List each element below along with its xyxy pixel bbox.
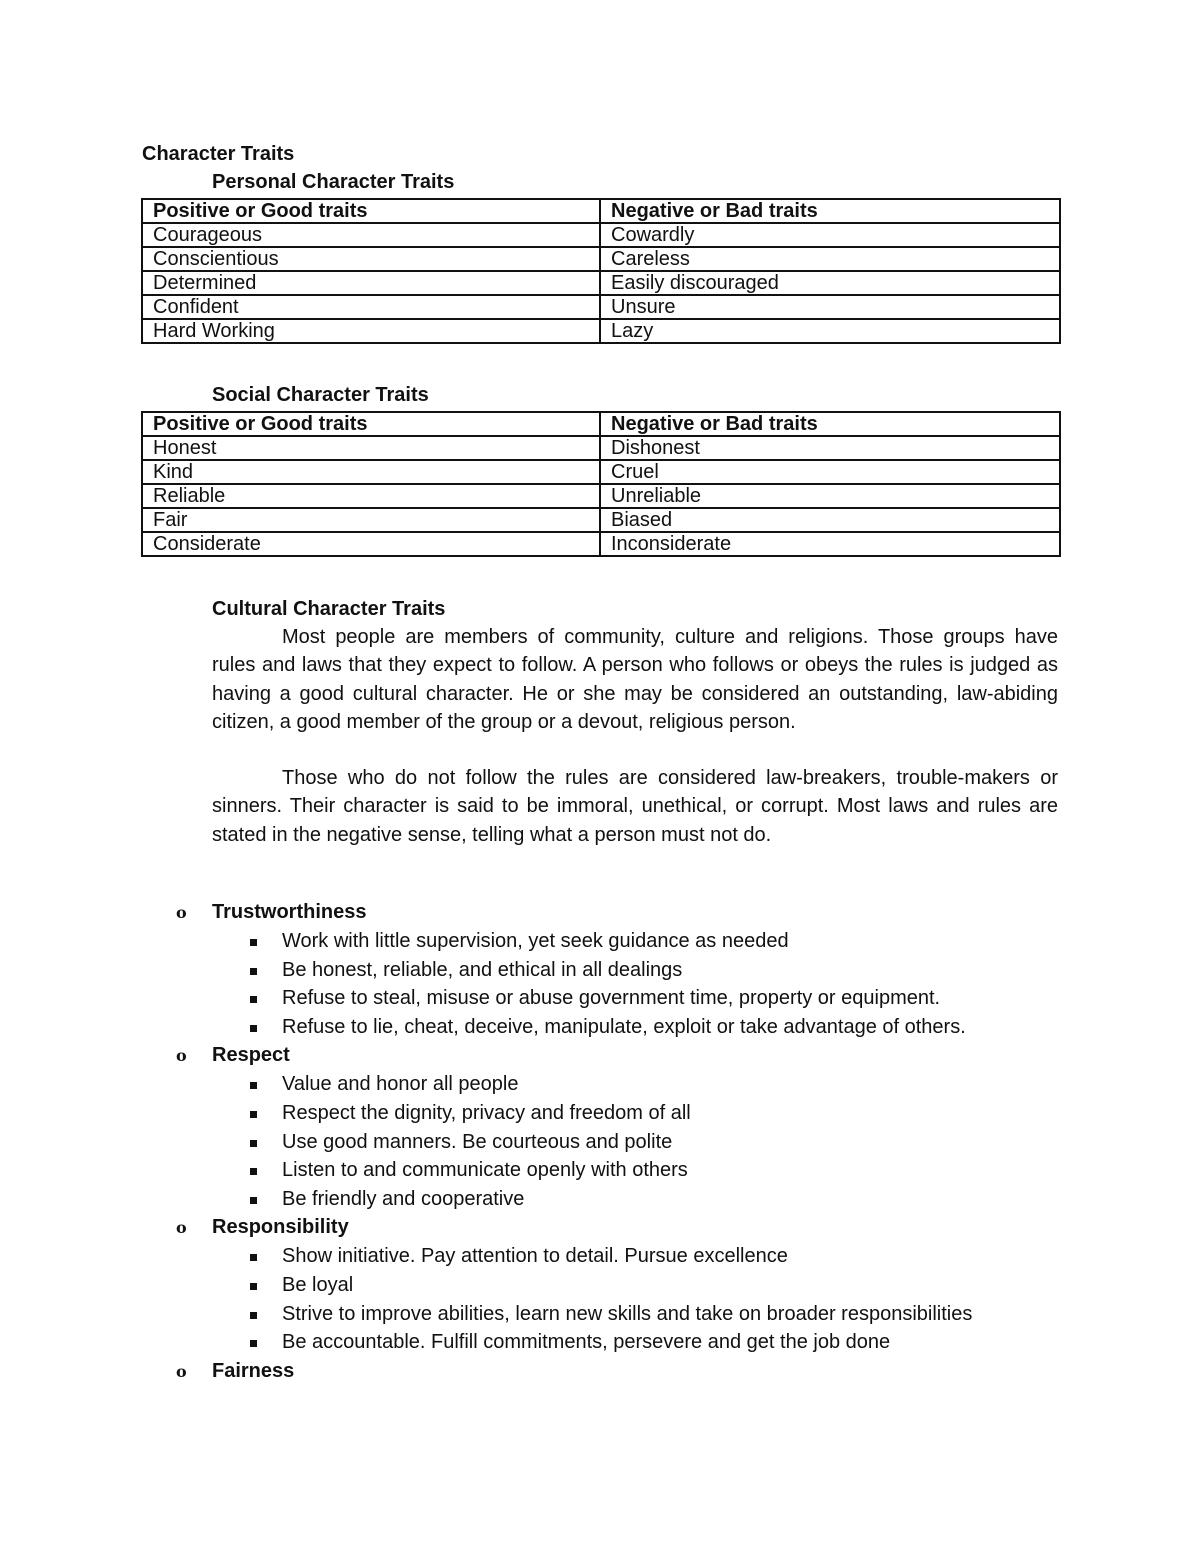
list-item-text: Respect the dignity, privacy and freedom of all (282, 1101, 691, 1124)
cultural-paragraph-2: Those who do not follow the rules are considered law-breakers, trouble-makers or sinners. Their character is said to be immoral, unethical, or corrupt. Most laws and rules are stated in the negative sense, telling what a person must not do. (212, 767, 1058, 846)
square-bullet-icon (250, 1197, 257, 1204)
cultural-paragraph-1: Most people are members of community, culture and religions. Those groups have rules and laws that they expect to follow. A person who follows or obeys the rules is judged as having a good cultural character. He or she may be considered an outstanding, law-abiding citizen, a good member of the group or a devout, religious person. (212, 626, 1058, 733)
table-header-row (142, 412, 1060, 436)
values-list (142, 898, 1102, 1386)
positive-trait-cell: Conscientious (142, 247, 600, 271)
negative-traits-header: Negative or Bad traits (600, 412, 1060, 436)
table-row (142, 223, 1060, 247)
circle-bullet-icon: o (176, 1046, 187, 1066)
value-name: Respect (212, 1044, 290, 1067)
list-item-text: Use good manners. Be courteous and polite (282, 1130, 673, 1153)
list-item-text: Be honest, reliable, and ethical in all dealings (282, 958, 683, 981)
table-row (142, 532, 1060, 556)
negative-trait-cell: Dishonest (600, 436, 1060, 460)
value-group-respect (142, 1041, 1102, 1213)
list-item (142, 1128, 1102, 1157)
value-name: Responsibility (212, 1216, 349, 1239)
positive-trait-cell: Reliable (142, 484, 600, 508)
list-item-text: Strive to improve abilities, learn new skills and take on broader responsibilities (282, 1302, 973, 1325)
positive-trait-cell: Considerate (142, 532, 600, 556)
list-item (142, 1271, 1102, 1300)
negative-trait-cell: Cruel (600, 460, 1060, 484)
list-item (142, 1185, 1102, 1214)
value-heading (142, 1041, 1102, 1070)
list-item (142, 1156, 1102, 1185)
positive-traits-header: Positive or Good traits (142, 199, 600, 223)
list-item (142, 1300, 1102, 1329)
list-item-text: Refuse to lie, cheat, deceive, manipulate, exploit or take advantage of others. (282, 1015, 966, 1038)
square-bullet-icon (250, 1254, 257, 1261)
positive-trait-cell: Fair (142, 508, 600, 532)
negative-trait-cell: Biased (600, 508, 1060, 532)
negative-trait-cell: Careless (600, 247, 1060, 271)
table-row (142, 484, 1060, 508)
circle-bullet-icon: o (176, 903, 187, 922)
square-bullet-icon (250, 1140, 257, 1147)
negative-trait-cell: Unsure (600, 295, 1060, 319)
list-item (142, 927, 1102, 956)
square-bullet-icon (250, 939, 257, 946)
table-row (142, 436, 1060, 460)
positive-trait-cell: Hard Working (142, 319, 600, 343)
value-heading (142, 1213, 1102, 1242)
square-bullet-icon (250, 1025, 257, 1032)
document-title: Character Traits (142, 143, 295, 165)
list-item-text: Be friendly and cooperative (282, 1187, 525, 1210)
negative-trait-cell: Lazy (600, 319, 1060, 343)
list-item (142, 984, 1102, 1013)
positive-trait-cell: Confident (142, 295, 600, 319)
positive-trait-cell: Determined (142, 271, 600, 295)
value-group-responsibility (142, 1213, 1102, 1356)
square-bullet-icon (250, 1168, 257, 1175)
table-row (142, 319, 1060, 343)
square-bullet-icon (250, 1082, 257, 1089)
list-item (142, 1242, 1102, 1271)
social-traits-heading: Social Character Traits (212, 384, 429, 406)
negative-traits-header: Negative or Bad traits (600, 199, 1060, 223)
list-item-text: Refuse to steal, misuse or abuse government time, property or equipment. (282, 987, 941, 1010)
table-row (142, 295, 1060, 319)
value-group-trustworthiness (142, 898, 1102, 1041)
social-traits-table (141, 411, 1061, 557)
circle-bullet-icon: o (176, 1218, 187, 1238)
positive-traits-header: Positive or Good traits (142, 412, 600, 436)
positive-trait-cell: Honest (142, 436, 600, 460)
negative-trait-cell: Cowardly (600, 223, 1060, 247)
value-name: Fairness (212, 1359, 295, 1382)
negative-trait-cell: Easily discouraged (600, 271, 1060, 295)
list-item-text: Work with little supervision, yet seek guidance as needed (282, 930, 789, 952)
value-heading (142, 1357, 1102, 1386)
value-name: Trustworthiness (212, 901, 367, 923)
square-bullet-icon (250, 968, 257, 975)
value-items (142, 927, 1102, 1041)
square-bullet-icon (250, 1312, 257, 1319)
square-bullet-icon (250, 1340, 257, 1347)
value-items (142, 1242, 1102, 1356)
value-heading (142, 898, 1102, 927)
list-item (142, 1099, 1102, 1128)
positive-trait-cell: Courageous (142, 223, 600, 247)
negative-trait-cell: Inconsiderate (600, 532, 1060, 556)
value-group-fairness (142, 1357, 1102, 1386)
table-row (142, 247, 1060, 271)
square-bullet-icon (250, 1283, 257, 1290)
table-header-row (142, 199, 1060, 223)
square-bullet-icon (250, 1111, 257, 1118)
list-item-text: Value and honor all people (282, 1073, 519, 1096)
value-items (142, 1070, 1102, 1213)
list-item (142, 956, 1102, 985)
circle-bullet-icon: o (176, 1361, 187, 1381)
list-item-text: Be loyal (282, 1273, 354, 1296)
list-item (142, 1013, 1102, 1042)
table-row (142, 508, 1060, 532)
personal-traits-heading: Personal Character Traits (212, 171, 455, 193)
list-item-text: Show initiative. Pay attention to detail. Pursue excellence (282, 1245, 788, 1268)
negative-trait-cell: Unreliable (600, 484, 1060, 508)
square-bullet-icon (250, 996, 257, 1003)
positive-trait-cell: Kind (142, 460, 600, 484)
list-item-text: Listen to and communicate openly with others (282, 1159, 688, 1182)
list-item-text: Be accountable. Fulfill commitments, persevere and get the job done (282, 1331, 891, 1354)
personal-traits-table (141, 198, 1061, 344)
cultural-traits-heading: Cultural Character Traits (212, 598, 446, 620)
list-item (142, 1328, 1102, 1357)
list-item (142, 1070, 1102, 1099)
table-row (142, 271, 1060, 295)
table-row (142, 460, 1060, 484)
